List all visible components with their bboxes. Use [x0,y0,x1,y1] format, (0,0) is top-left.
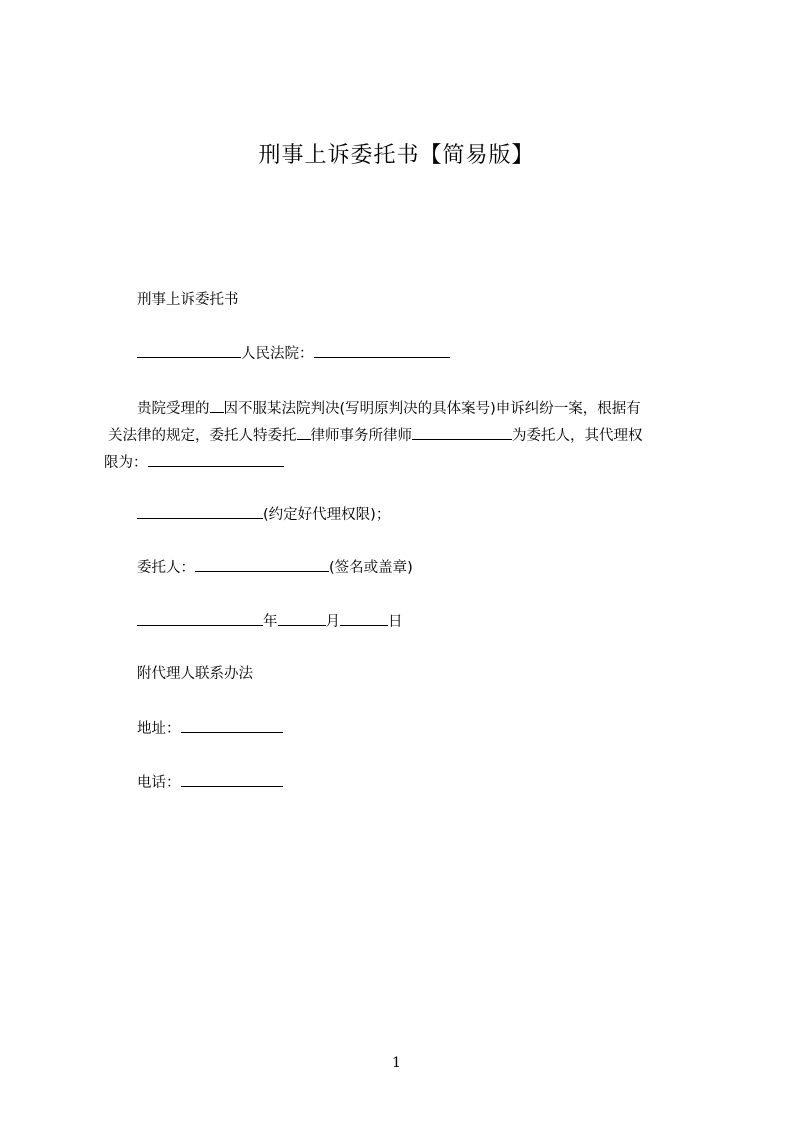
court-name-blank[interactable] [137,343,241,358]
body-text-2c: 为委托人，其代理权 [512,428,643,444]
body-text-2a: 关法律的规定，委托人特委托 [108,428,297,444]
month-blank[interactable] [278,611,326,626]
body-line-1 [137,398,641,419]
authority-note: (约定好代理权限)； [263,507,391,523]
date-line [137,611,403,632]
authority-line [137,504,390,525]
phone-label: 电话： [137,775,181,791]
address-line [137,718,283,739]
court-recipient-blank[interactable] [314,343,450,358]
page-number: 1 [392,1055,401,1071]
lawyer-name-blank[interactable] [412,425,512,440]
phone-blank[interactable] [181,772,283,787]
body-text-3a: 限为： [104,455,148,471]
section-heading: 刑事上诉委托书 [137,292,239,308]
address-label: 地址： [137,721,181,737]
contact-heading: 附代理人联系办法 [137,666,253,682]
authority-detail-blank[interactable] [137,504,263,519]
principal-note: (签名或盖章) [329,560,413,576]
principal-signature-blank[interactable] [195,557,329,572]
court-suffix: 人民法院： [241,346,314,362]
principal-label: 委托人： [137,560,195,576]
body-text-1b: 因不服某法院判决(写明原判决的具体案号)申诉纠纷一案，根据有 [223,401,641,417]
court-line [137,343,450,364]
principal-line [137,557,413,578]
year-label: 年 [263,614,278,630]
month-label: 月 [325,614,340,630]
document-title: 刑事上诉委托书【简易版】 [258,143,535,168]
year-blank[interactable] [137,611,263,626]
day-label: 日 [388,614,403,630]
law-firm-blank[interactable] [297,425,311,440]
day-blank[interactable] [340,611,388,626]
body-line-3 [104,452,284,473]
authority-blank[interactable] [148,452,284,467]
address-blank[interactable] [181,718,283,733]
body-text-1a: 贵院受理的 [137,401,210,417]
body-text-2b: 律师事务所律师 [310,428,412,444]
body-line-2 [108,425,643,446]
case-blank[interactable] [210,398,224,413]
phone-line [137,772,283,793]
